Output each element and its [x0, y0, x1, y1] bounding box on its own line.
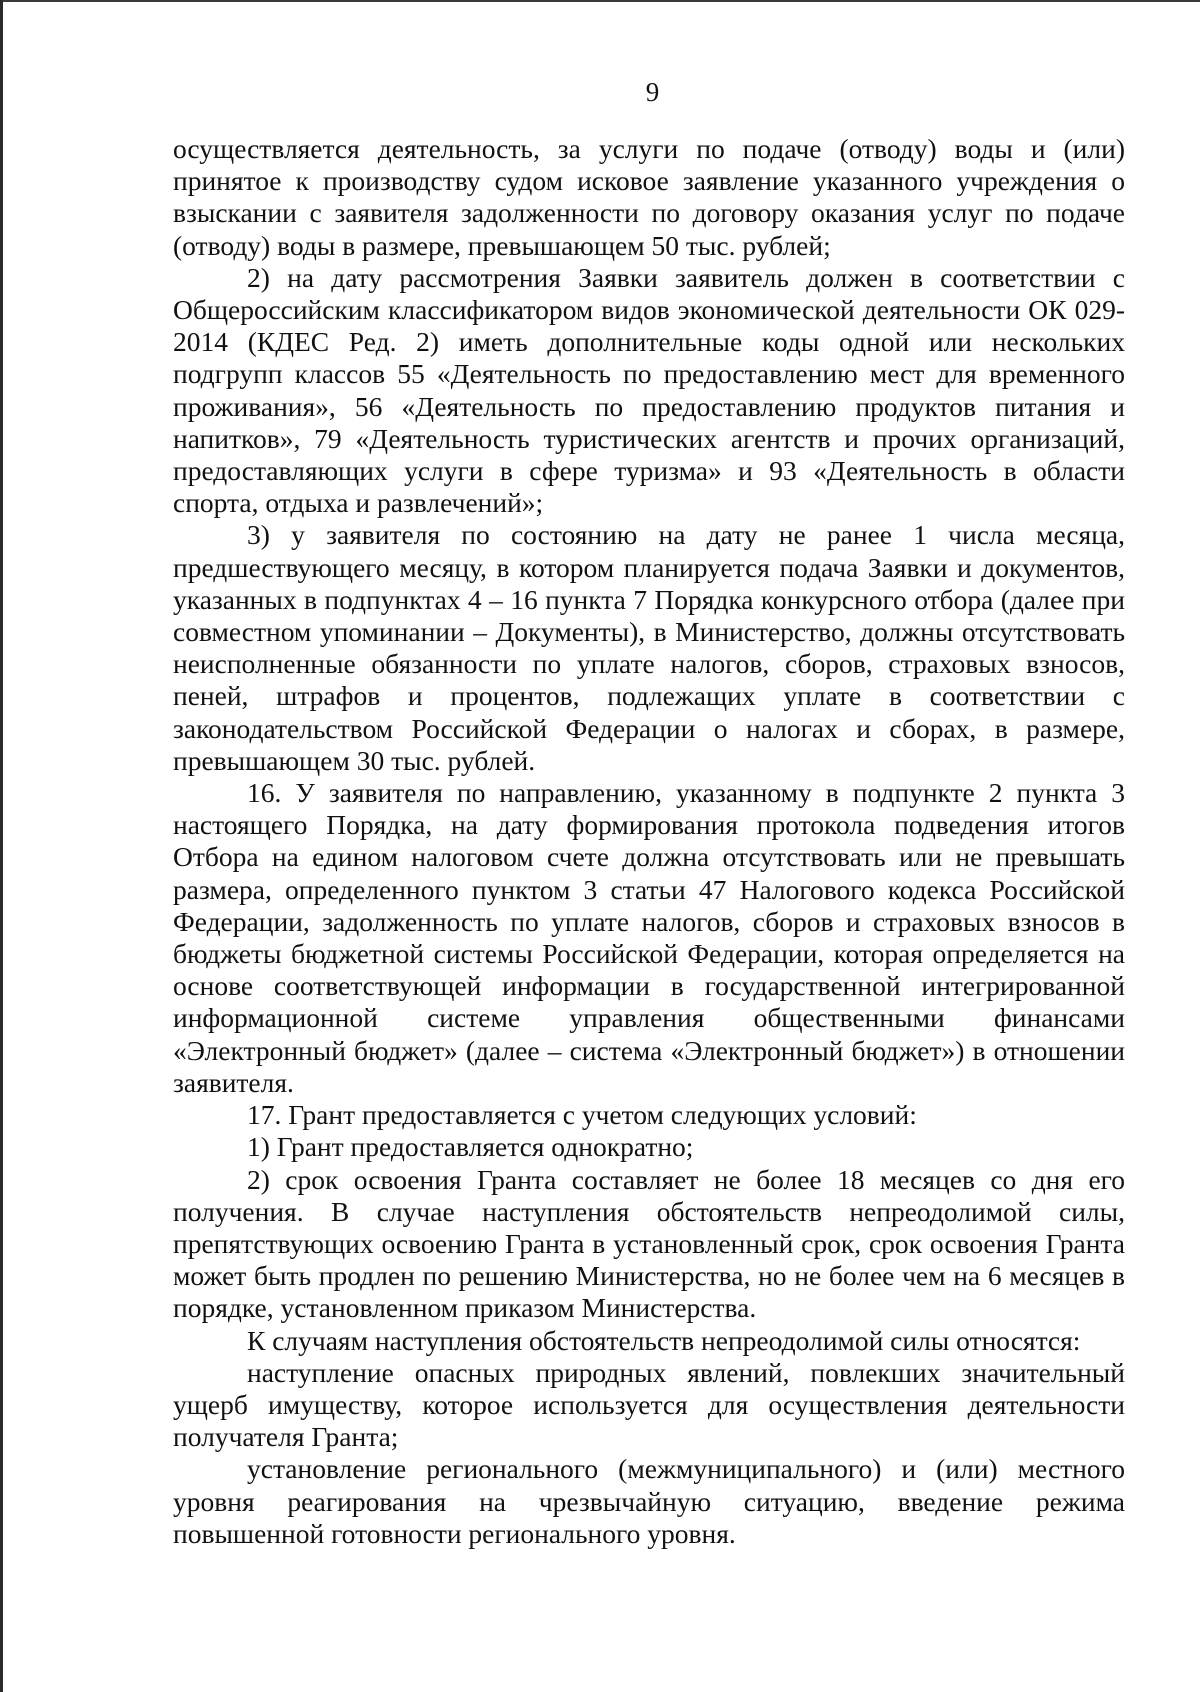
paragraph-clause-17: 17. Грант предоставляется с учетом следующих условий:: [247, 1099, 917, 1131]
paragraph-item-2: 2) на дату рассмотрения Заявки заявитель должен в соответствии с Общероссийским классификатором видов экономической деятельности ОК 029-2014 (КДЕС Ред. 2) иметь дополнительные коды одной или нескольких подгрупп классов 55 «Деятельность по предоставлению мест для временного проживания», 56 «Деятельность по предоставлению продуктов питания и напитков», 79 «Деятельность туристических агентств и прочих организаций, предоставляющих услуги в сфере туризма» и 93 «Деятельность в области спорта, отдыха и развлечений»;: [173, 261, 1125, 519]
document-body: [173, 133, 1125, 1550]
scan-edge-left: [0, 0, 3, 1692]
page-number: 9: [645, 77, 660, 107]
paragraph-force-majeure-intro: К случаям наступления обстоятельств непреодолимой силы относятся:: [247, 1324, 1081, 1356]
paragraph-condition-2: 2) срок освоения Гранта составляет не более 18 месяцев со дня его получения. В случае наступления обстоятельств непреодолимой силы, препятствующих освоению Гранта в установленный срок, срок освоения Гранта может быть продлен по решению Министерства, но не более чем на 6 месяцев в порядке, установленном приказом Министерства.: [173, 1163, 1125, 1324]
paragraph-clause-16: 16. У заявителя по направлению, указанному в подпункте 2 пункта 3 настоящего Порядка, на дату формирования протокола подведения итогов Отбора на едином налоговом счете должна отсутствовать или не превышать размера, определенного пунктом 3 статьи 47 Налогового кодекса Российской Федерации, задолженность по уплате налогов, сборов и страховых взносов в бюджеты бюджетной системы Российской Федерации, которая определяется на основе соответствующей информации в государственной интегрированной информационной системе управления общественными финансами «Электронный бюджет» (далее – система «Электронный бюджет») в отношении заявителя.: [173, 777, 1125, 1098]
paragraph-item-3: 3) у заявителя по состоянию на дату не ранее 1 числа месяца, предшествующего месяцу, в котором планируется подача Заявки и документов, указанных в подпунктах 4 – 16 пункта 7 Порядка конкурсного отбора (далее при совместном упоминании – Документы), в Министерство, должны отсутствовать неисполненные обязанности по уплате налогов, сборов, страховых взносов, пеней, штрафов и процентов, подлежащих уплате в соответствии с законодательством Российской Федерации о налогах и сборах, в размере, превышающем 30 тыс. рублей.: [173, 519, 1125, 776]
scan-edge-top: [0, 0, 1200, 2]
paragraph-force-majeure-case-2: установление регионального (межмуниципального) и (или) местного уровня реагирования на чрезвычайную ситуацию, введение режима повышенной готовности регионального уровня.: [173, 1453, 1125, 1549]
paragraph-force-majeure-case-1: наступление опасных природных явлений, повлекших значительный ущерб имуществу, которое используется для осуществления деятельности получателя Гранта;: [173, 1356, 1125, 1453]
paragraph-condition-1: 1) Грант предоставляется однократно;: [247, 1131, 694, 1163]
paragraph-continuation: осуществляется деятельность, за услуги по подаче (отводу) воды и (или) принятое к производству судом исковое заявление указанного учреждения о взыскании с заявителя задолженности по договору оказания услуг по подаче (отводу) воды в размере, превышающем 50 тыс. рублей;: [173, 133, 1125, 261]
